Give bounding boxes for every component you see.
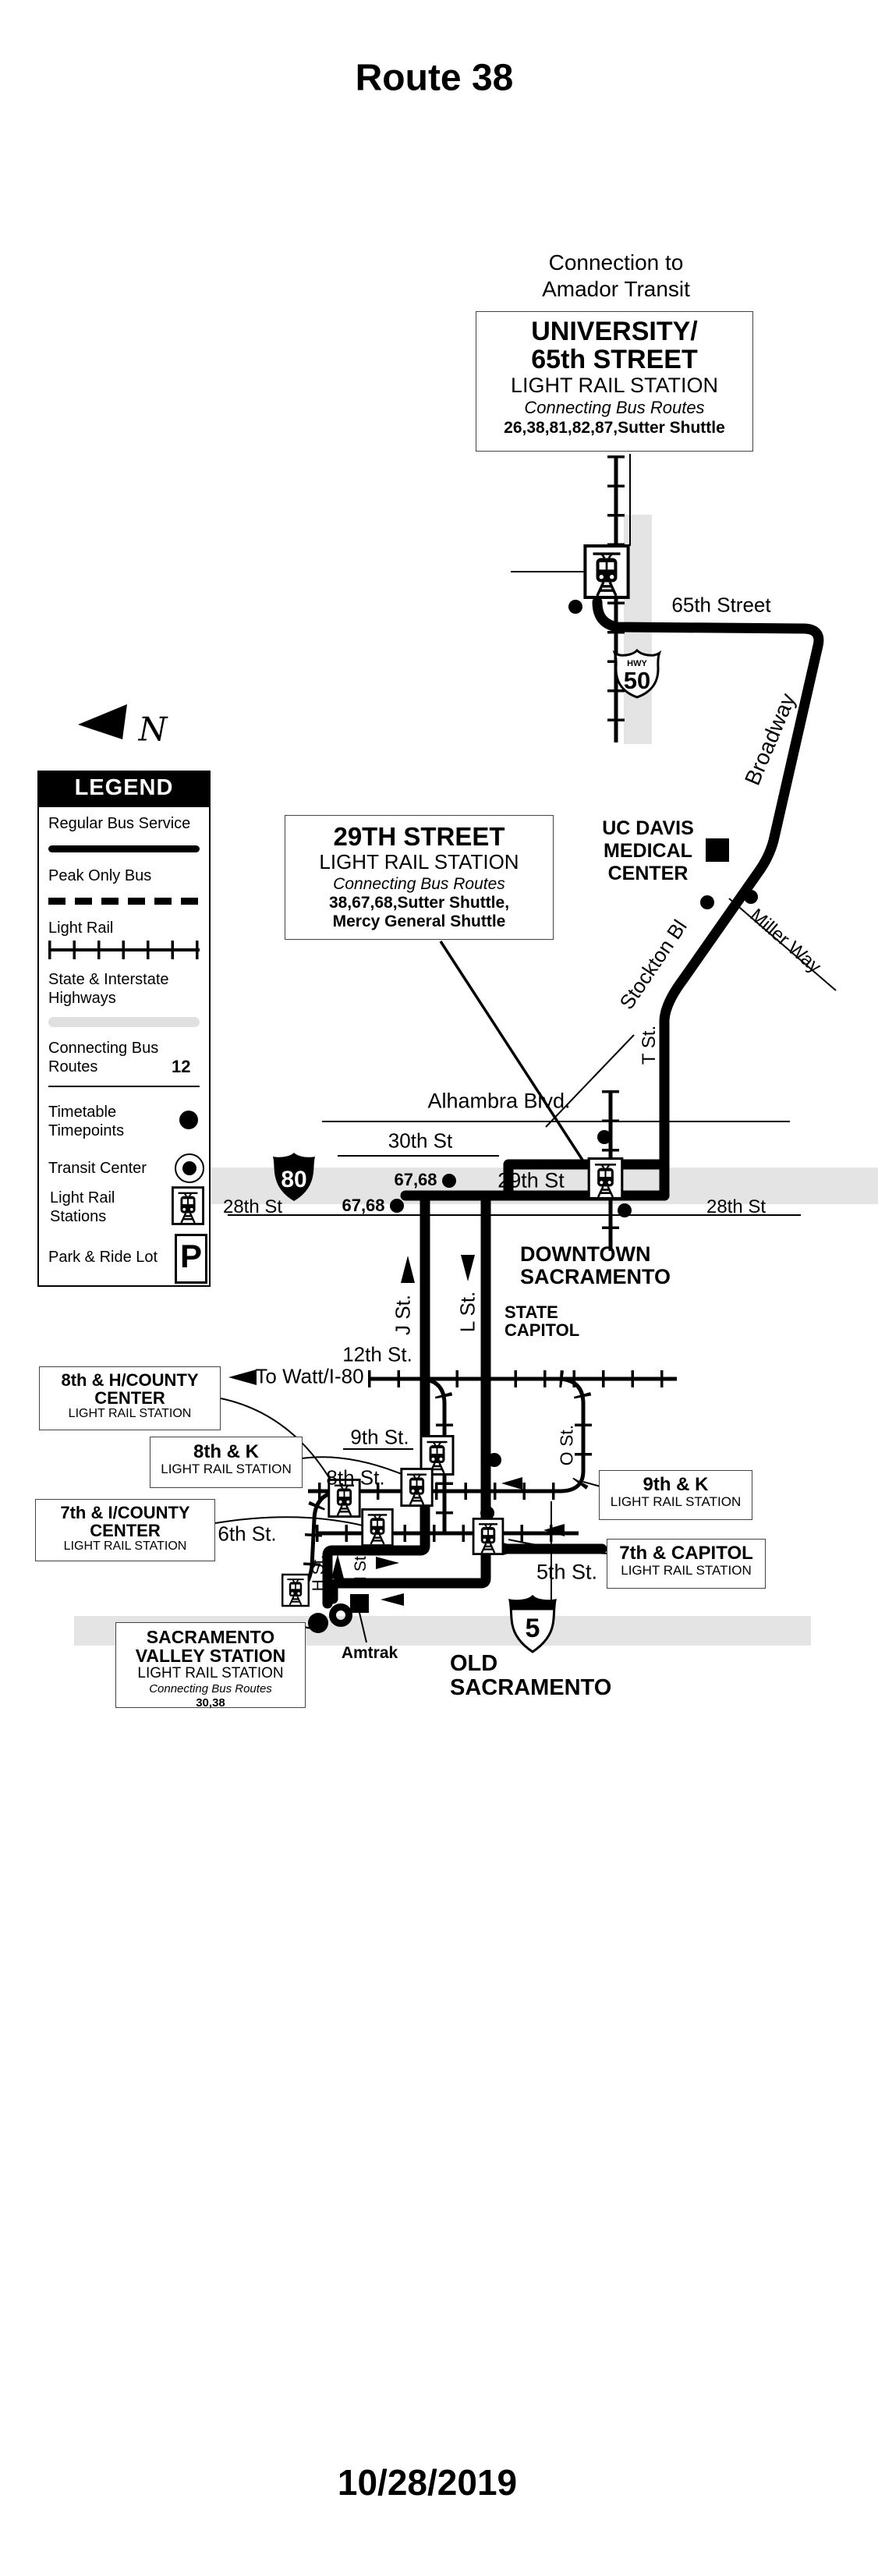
street-label-28th-left: 28th St bbox=[222, 1196, 283, 1217]
street-label-alhambra: Alhambra Blvd. bbox=[427, 1089, 571, 1113]
effective-date: 10/28/2019 bbox=[337, 2462, 518, 2503]
amador-connection-note: Connection to Amador Transit bbox=[542, 250, 690, 301]
street-label-o-st: O St. bbox=[556, 1424, 577, 1466]
eighth-st-left-arrow bbox=[501, 1477, 522, 1490]
7th-capitol-station-icon bbox=[473, 1518, 503, 1554]
street-label-h-st: H St. bbox=[310, 1554, 327, 1592]
callout-8th-k: 8th & K LIGHT RAIL STATION bbox=[150, 1437, 303, 1488]
legend-peak-bus-sample bbox=[48, 898, 200, 905]
legend-transit-center-sample bbox=[175, 1153, 204, 1183]
legend-lr-station-sample bbox=[172, 1185, 204, 1226]
interstate-5-shield-number: 5 bbox=[525, 1614, 540, 1643]
us-50-shield-hwy-text: HWY bbox=[627, 659, 647, 668]
to-watt-label: To Watt/I-80 bbox=[255, 1364, 364, 1388]
callout-7th-i-county-center: 7th & I/COUNTY CENTER LIGHT RAIL STATION bbox=[35, 1499, 215, 1561]
street-label-12th: 12th St. bbox=[342, 1342, 412, 1366]
street-label-miller-way: Miller Way bbox=[745, 904, 826, 978]
callout-29th-street: 29TH STREET LIGHT RAIL STATION Connecting Bus Routes 38,67,68,Sutter Shuttle, Mercy General Shuttle bbox=[285, 815, 554, 940]
legend-light-rail-sample bbox=[48, 939, 200, 961]
connecting-routes-29th: 67,68 bbox=[394, 1170, 437, 1189]
street-label-28th-right: 28th St bbox=[706, 1196, 766, 1217]
street-label-broadway: Broadway bbox=[739, 689, 801, 789]
callout-sacramento-valley-station: SACRAMENTO VALLEY STATION LIGHT RAIL STATION Connecting Bus Routes 30,38 bbox=[115, 1622, 306, 1708]
legend-light-rail-label: Light Rail bbox=[48, 919, 114, 937]
valley-station-icon bbox=[282, 1575, 309, 1606]
amtrak-label: Amtrak bbox=[341, 1644, 398, 1662]
legend-connecting-routes-sample: 12 bbox=[172, 1057, 191, 1076]
university-65th-station-icon bbox=[585, 546, 628, 597]
street-label-t-st: T St. bbox=[639, 1025, 660, 1065]
legend-regular-bus-sample bbox=[48, 845, 200, 852]
callout-7th-capitol: 7th & CAPITOL LIGHT RAIL STATION bbox=[607, 1539, 766, 1589]
legend-regular-bus-label: Regular Bus Service bbox=[48, 815, 191, 832]
amtrak-left-arrow bbox=[381, 1593, 404, 1606]
uc-davis-label: UC DAVIS MEDICAL CENTER bbox=[602, 817, 694, 884]
legend-park-ride-label: Park & Ride Lot bbox=[48, 1249, 158, 1266]
i-st-right-arrow bbox=[376, 1557, 399, 1569]
legend-title: LEGEND bbox=[37, 771, 211, 806]
legend bbox=[37, 771, 211, 1287]
street-label-5th: 5th St. bbox=[536, 1560, 598, 1584]
legend-highways-label: State & Interstate Highways bbox=[48, 971, 169, 1007]
street-label-stockton: Stockton Bl bbox=[614, 915, 692, 1014]
north-arrow-icon bbox=[78, 704, 127, 739]
north-label: N bbox=[138, 710, 168, 749]
street-label-29th: 29th St bbox=[497, 1168, 565, 1192]
to-watt-left-arrow bbox=[228, 1369, 257, 1385]
i-st-up-arrow bbox=[331, 1554, 344, 1579]
callout-9th-k: 9th & K LIGHT RAIL STATION bbox=[599, 1470, 752, 1520]
callout-8th-h-county-center: 8th & H/COUNTY CENTER LIGHT RAIL STATION bbox=[39, 1366, 221, 1430]
page-title: Route 38 bbox=[355, 57, 514, 99]
l-st-down-arrow bbox=[461, 1255, 475, 1281]
legend-transit-center-label: Transit Center bbox=[48, 1160, 147, 1177]
amtrak-square-marker bbox=[350, 1594, 369, 1613]
street-label-8th: 8th St. bbox=[326, 1465, 385, 1490]
legend-connecting-routes-label: Connecting Bus Routes bbox=[48, 1040, 159, 1075]
legend-lr-stations-label: Light Rail Stations bbox=[50, 1189, 115, 1225]
legend-timepoint-sample bbox=[179, 1111, 198, 1129]
j-st-up-arrow bbox=[401, 1256, 415, 1283]
legend-park-ride-sample: P bbox=[175, 1234, 207, 1284]
street-label-6th: 6th St. bbox=[218, 1522, 277, 1546]
legend-peak-bus-label: Peak Only Bus bbox=[48, 867, 152, 884]
us-50-shield-number: 50 bbox=[623, 667, 651, 694]
street-label-65th: 65th Street bbox=[671, 593, 771, 617]
legend-timepoints-label: Timetable Timepoints bbox=[48, 1104, 125, 1139]
legend-highways-sample bbox=[48, 1017, 200, 1027]
7th-i-station-icon bbox=[363, 1509, 393, 1545]
callout-university-65th: UNIVERSITY/ 65th STREET LIGHT RAIL STATION Connecting Bus Routes 26,38,81,82,87,Sutter Shuttle bbox=[476, 311, 753, 452]
street-label-9th: 9th St. bbox=[350, 1425, 409, 1449]
old-sacramento-label: OLD SACRAMENTO bbox=[450, 1651, 612, 1700]
legend-connecting-routes-underline bbox=[48, 1086, 200, 1087]
uc-davis-square-marker bbox=[706, 838, 729, 862]
connecting-routes-28th: 67,68 bbox=[342, 1196, 385, 1215]
29th-st-station-icon bbox=[589, 1159, 622, 1199]
street-label-j-st: J St. bbox=[391, 1294, 415, 1336]
street-label-30th: 30th St bbox=[388, 1129, 453, 1153]
street-label-i-st: I St bbox=[352, 1556, 370, 1581]
8th-k-station-icon bbox=[402, 1469, 432, 1505]
street-label-l-st: L St. bbox=[455, 1291, 480, 1333]
state-capitol-label: STATE CAPITOL bbox=[504, 1302, 580, 1340]
street-lines bbox=[228, 572, 836, 1603]
downtown-label: DOWNTOWN SACRAMENTO bbox=[520, 1242, 671, 1288]
business-80-shield-number: 80 bbox=[281, 1167, 307, 1192]
